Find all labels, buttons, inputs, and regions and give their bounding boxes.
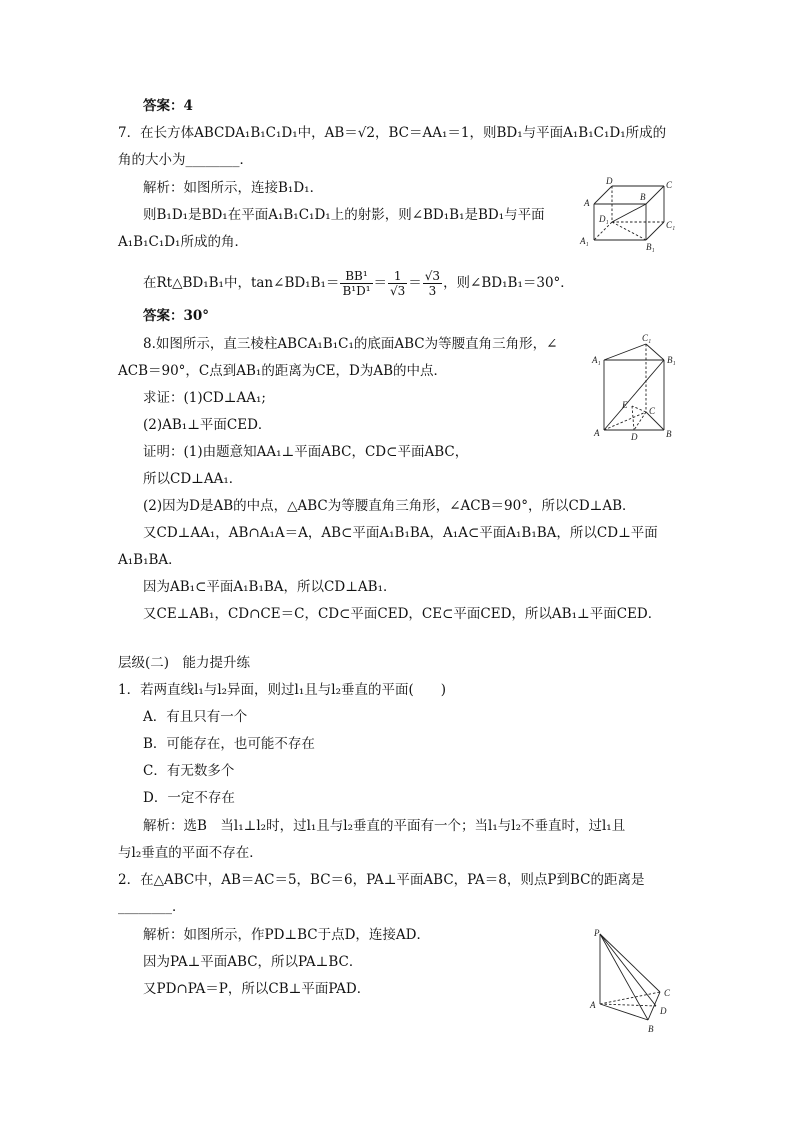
q7-tan-suffix: ，则∠BD₁B₁＝30°． (443, 275, 574, 291)
q8-proof-2: 所以CD⊥AA₁． (143, 471, 243, 487)
fraction-numerator: √3 (424, 269, 441, 283)
q8-stem-2: ACB＝90°，C点到AB₁的距离为CE，D为AB的中点． (118, 363, 448, 379)
label-c1: C₁ (666, 220, 676, 230)
q2-solution-2: 因为PA⊥平面ABC，所以PA⊥BC． (143, 954, 363, 970)
q7-solution-4 (143, 266, 574, 300)
label-e: E (622, 400, 628, 410)
pyramid-diagram (586, 926, 682, 1038)
diagonal-ab1 (604, 360, 664, 430)
q8-prove-2: (2)AB₁⊥平面CED． (143, 417, 272, 433)
label-d: D (660, 1006, 667, 1016)
label-b: B (666, 429, 672, 439)
edge-bc (646, 186, 664, 204)
fraction-1-root3 (388, 269, 407, 298)
q2-solution-3: 又PD∩PA＝P，所以CB⊥平面PAD． (143, 981, 371, 997)
section-heading: 层级(二) 能力提升练 (118, 655, 251, 671)
q1-solution-1: 解析：选B 当l₁⊥l₂时，过l₁且与l₂垂直的平面有一个；当l₁与l₂不垂直时，过l₁且 (143, 818, 626, 834)
q8-prove-1: 求证：(1)CD⊥AA₁; (143, 390, 266, 406)
label-p: P (594, 928, 600, 938)
fraction-denominator: B¹D¹ (342, 284, 371, 298)
figure-cuboid (578, 176, 682, 258)
figure-prism (588, 330, 680, 450)
edge-c1b1 (646, 344, 664, 360)
cuboid-diagram (578, 176, 682, 254)
label-d: D (631, 432, 638, 442)
q1-option-b: B．可能存在，也可能不存在 (143, 736, 315, 752)
q7-stem-2: 角的大小为________． (118, 152, 253, 168)
answer-6: 答案：4 (143, 98, 193, 114)
edge-c1b1 (646, 222, 664, 240)
diagonal-bd1 (612, 204, 646, 222)
q8-proof-4: 又CD⊥AA₁，AB∩A₁A＝A，AB⊂平面A₁B₁BA，A₁A⊂平面A₁B₁BA，所以CD⊥平面 (143, 525, 658, 541)
hidden-diagonal-d1b1 (612, 222, 646, 240)
label-a: A (584, 198, 590, 208)
equals-sign: ＝ (408, 275, 422, 291)
label-a: A (590, 1000, 596, 1010)
label-b1: B₁ (646, 242, 655, 252)
fraction-numerator: 1 (388, 269, 407, 284)
q7-solution-3: A₁B₁C₁D₁所成的角． (118, 234, 248, 250)
q7-tan-prefix: 在Rt△BD₁B₁中，tan∠BD₁B₁＝ (143, 275, 340, 291)
q2-stem-2: ________． (118, 899, 186, 915)
fraction-root3-3 (423, 269, 442, 298)
q8-stem-1: 8.如图所示，直三棱柱ABCA₁B₁C₁的底面ABC为等腰直角三角形，∠ (143, 336, 558, 352)
q1-solution-2: 与l₂垂直的平面不存在． (118, 845, 263, 861)
label-a1: A₁ (592, 355, 601, 365)
q1-option-a: A．有且只有一个 (143, 709, 248, 725)
hidden-edge-ac (600, 992, 660, 1004)
label-b: B (640, 192, 646, 202)
label-a: A (594, 428, 600, 438)
q8-proof-6: 因为AB₁⊂平面A₁B₁BA，所以CD⊥AB₁． (143, 579, 397, 595)
q7-stem-1: 7．在长方体ABCDA₁B₁C₁D₁中，AB＝√2，BC＝AA₁＝1，则BD₁与平面A₁B₁C₁D₁所成的 (118, 125, 667, 141)
label-c1: C₁ (642, 333, 652, 343)
label-d1: D₁ (599, 214, 609, 224)
figure-pyramid (586, 926, 682, 1042)
hidden-segment-ed (632, 406, 634, 430)
q8-proof-3: (2)因为D是AB的中点，△ABC为等腰直角三角形，∠ACB＝90°，所以CD⊥AB． (143, 498, 636, 514)
q1-stem: 1．若两直线l₁与l₂异面，则过l₁且与l₂垂直的平面( ) (118, 682, 447, 698)
q2-solution-1: 解析：如图所示，作PD⊥BC于点D，连接AD． (143, 927, 430, 943)
segment-pd (600, 934, 656, 1006)
label-b: B (648, 1024, 654, 1034)
label-a1: A₁ (580, 236, 589, 246)
prism-diagram (588, 330, 680, 446)
edge-pc (600, 934, 660, 992)
hidden-segment-cd (634, 412, 646, 430)
q2-stem-1: 2．在△ABC中，AB＝AC＝5，BC＝6，PA⊥平面ABC，PA＝8，则点P到BC的距离是 (118, 872, 645, 888)
equals-sign: ＝ (373, 275, 387, 291)
fraction-numerator: BB¹ (340, 269, 372, 284)
label-c: C (666, 180, 673, 190)
label-d: D (606, 176, 613, 186)
edge-ad (594, 186, 612, 204)
q8-proof-1: 证明：(1)由题意知AA₁⊥平面ABC，CD⊂平面ABC， (143, 444, 469, 460)
label-c: C (664, 988, 671, 998)
hidden-segment-ad (600, 1004, 656, 1006)
q7-solution-1: 解析：如图所示，连接B₁D₁． (143, 180, 324, 196)
fraction-denominator: √3 (390, 284, 406, 298)
fraction-bb-bd (340, 269, 372, 298)
q8-proof-7: 又CE⊥AB₁，CD∩CE＝C，CD⊂平面CED，CE⊂平面CED，所以AB₁⊥平面CED． (143, 606, 662, 622)
q1-option-d: D．一定不存在 (143, 790, 235, 806)
answer-7: 答案：30° (143, 308, 210, 324)
q8-proof-5: A₁B₁BA． (118, 552, 182, 568)
edge-pb (600, 934, 648, 1020)
q7-solution-2: 则B₁D₁是BD₁在平面A₁B₁C₁D₁上的射影，则∠BD₁B₁是BD₁与平面 (143, 207, 545, 223)
edge-a1c1 (604, 344, 646, 360)
label-b1: B₁ (667, 355, 676, 365)
hidden-segment-ce (632, 406, 646, 412)
q1-option-c: C．有无数多个 (143, 763, 235, 779)
hidden-edge-d1a1 (594, 222, 612, 240)
label-c: C (649, 406, 656, 416)
fraction-denominator: 3 (428, 284, 437, 298)
